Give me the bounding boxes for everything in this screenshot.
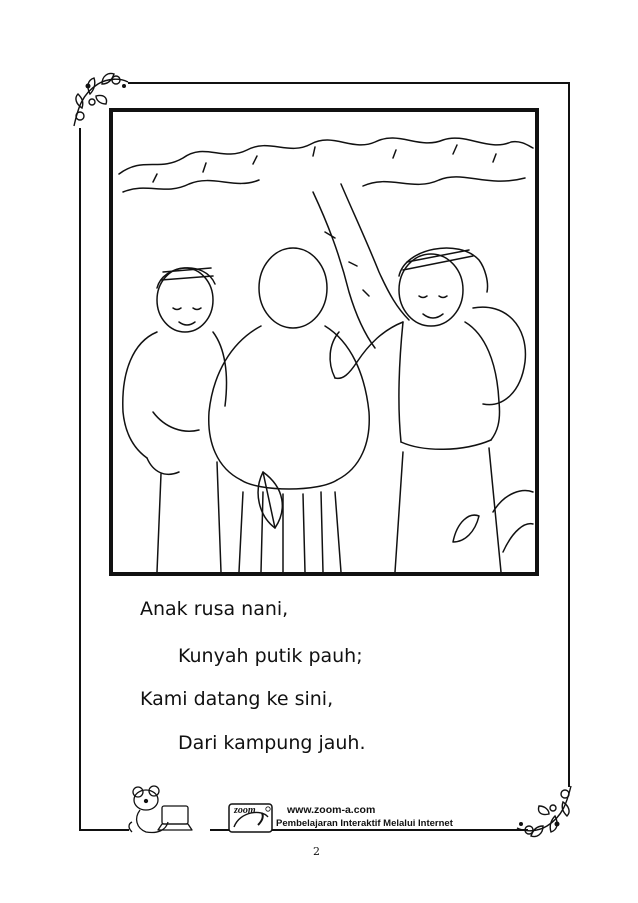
verse-line: Kunyah putik pauh;	[178, 645, 363, 667]
website-url: www.zoom-a.com	[287, 804, 376, 816]
logo-text: zoom	[234, 805, 256, 816]
verse-line: Anak rusa nani,	[140, 598, 289, 620]
border-bottom-left	[79, 829, 129, 831]
verse-line: Kami datang ke sini,	[140, 688, 334, 710]
border-left	[79, 128, 81, 830]
floral-ornament-icon	[515, 782, 577, 844]
border-top	[128, 82, 570, 84]
border-right	[568, 82, 570, 787]
mouse-mascot-icon	[126, 784, 198, 838]
verse-line: Dari kampung jauh.	[178, 732, 366, 754]
tagline: Pembelajaran Interaktif Melalui Internet	[276, 818, 453, 829]
story-illustration	[109, 108, 539, 576]
page-number: 2	[313, 845, 320, 858]
